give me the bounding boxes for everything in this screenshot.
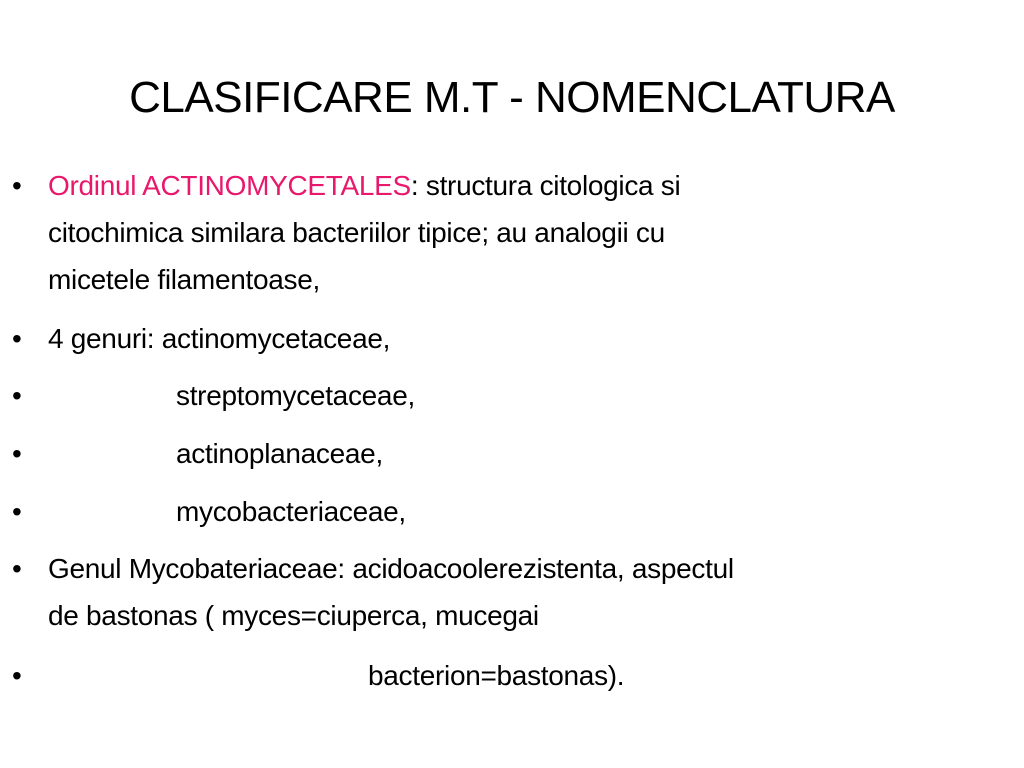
list-item-actinoplanaceae — [0, 430, 1000, 477]
bullet-icon: • — [12, 380, 22, 411]
accent-text: Ordinul ACTINOMYCETALES — [48, 170, 411, 201]
item-text: streptomycetaceae, — [176, 380, 415, 411]
list-item-mycobacteriaceae — [0, 488, 1000, 535]
item-text: bacterion=bastonas). — [368, 660, 625, 691]
bullet-icon: • — [12, 438, 22, 469]
item-text: mycobacteriaceae, — [176, 496, 406, 527]
bullet-icon: • — [12, 553, 22, 584]
list-item-streptomycetaceae — [0, 372, 1000, 419]
list-item-line: de bastonas ( myces=ciuperca, mucegai — [48, 600, 539, 631]
list-item-line: citochimica similara bacteriilor tipice; au analogii cu — [48, 217, 665, 248]
item-text: : structura citologica si — [410, 170, 681, 201]
list-item-line: micetele filamentoase, — [48, 264, 320, 295]
list-item-ordinul — [0, 162, 1000, 303]
bullet-icon: • — [12, 660, 22, 691]
bullet-icon: • — [12, 496, 22, 527]
list-item-bacterion — [0, 652, 1000, 699]
bullet-icon: • — [12, 170, 22, 201]
list-item-genuri — [0, 315, 1000, 362]
slide-title: CLASIFICARE M.T - NOMENCLATURA — [129, 73, 895, 122]
item-text: actinoplanaceae, — [176, 438, 383, 469]
list-item-line — [48, 162, 680, 209]
bullet-icon: • — [12, 323, 22, 354]
list-item-line: Genul Mycobateriaceae: acidoacoolerezistenta, aspectul — [48, 553, 734, 584]
item-text: 4 genuri: actinomycetaceae, — [48, 323, 391, 354]
list-item-genul — [0, 545, 1000, 639]
